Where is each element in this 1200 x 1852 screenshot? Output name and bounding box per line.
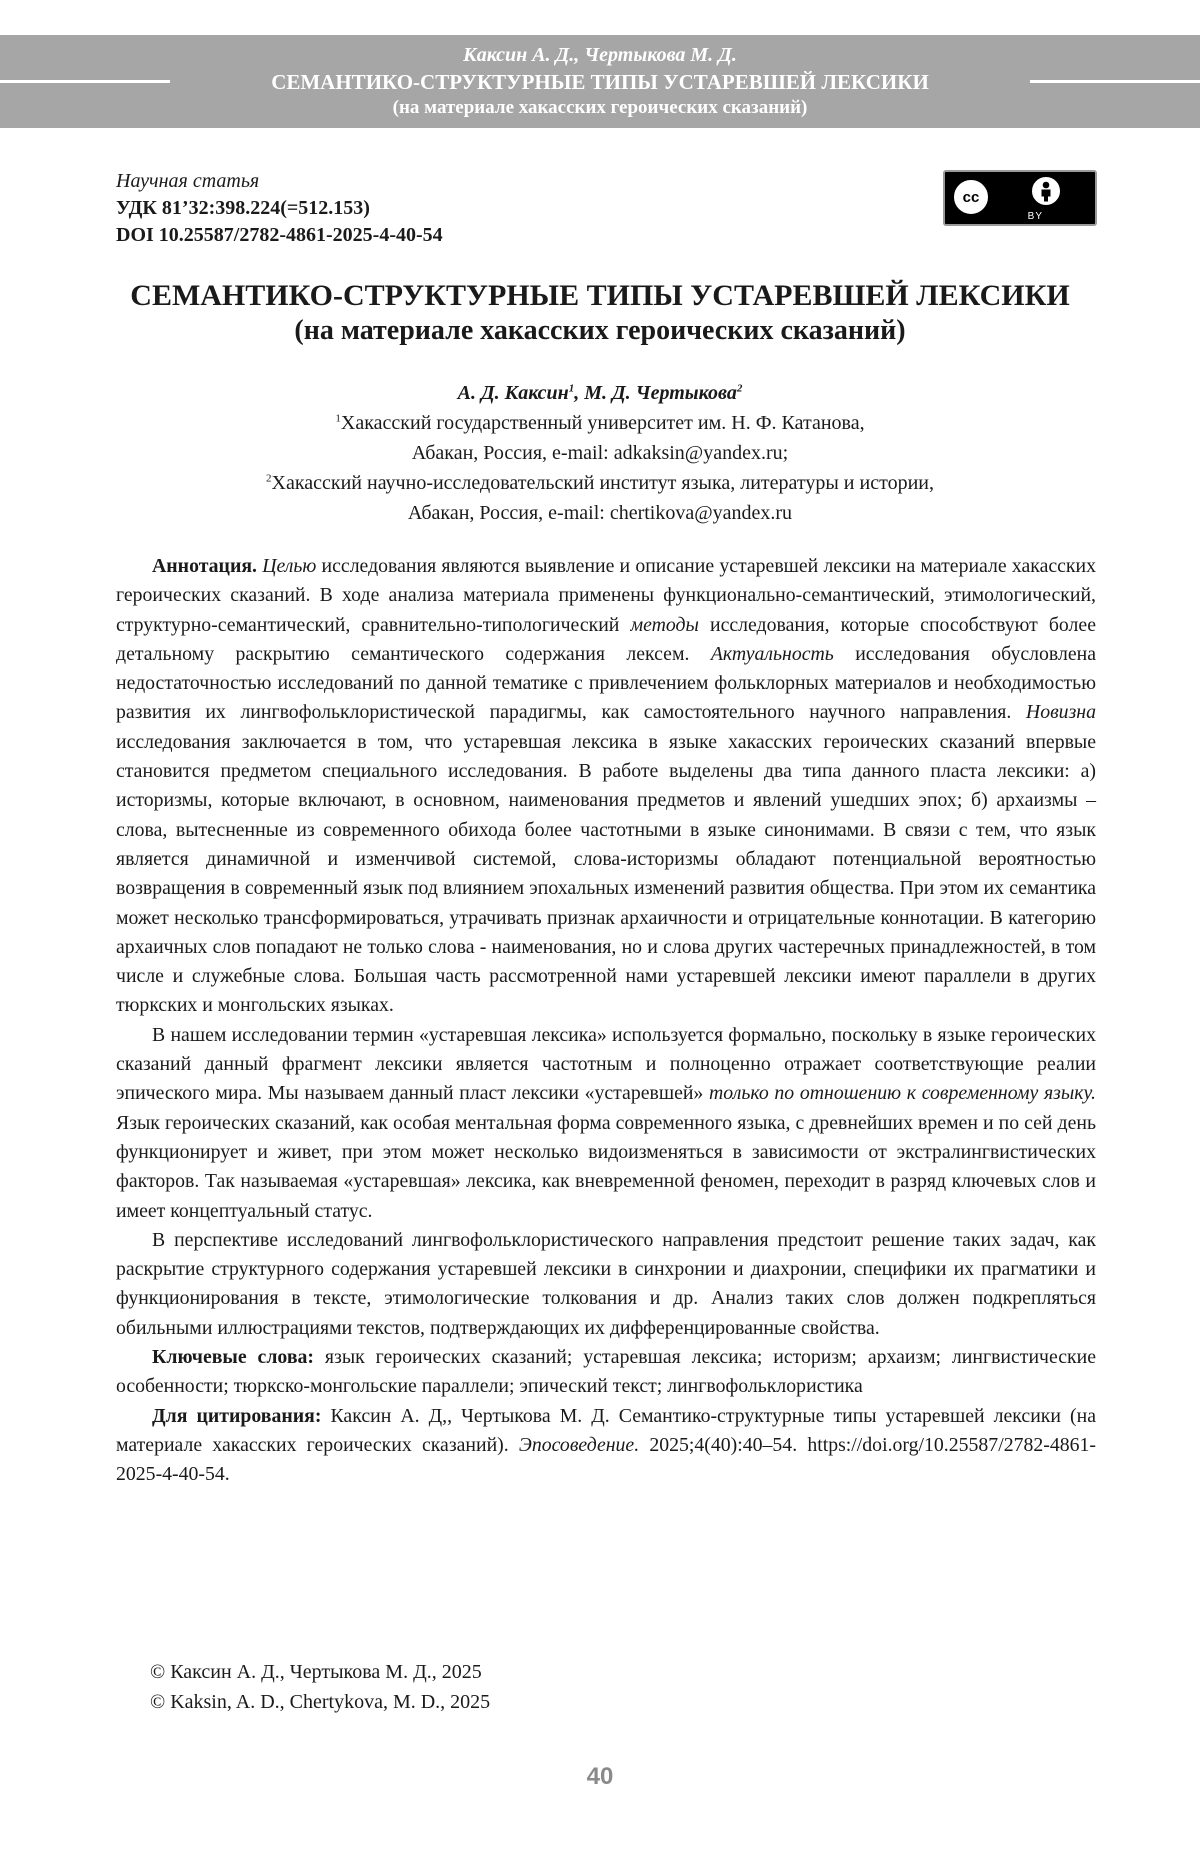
affiliation-1-sup: 1	[335, 412, 341, 425]
copyright-block	[150, 1657, 490, 1717]
abstract-paragraph-2: В нашем исследовании термин «устаревшая лексика» используется формально, поскольку в языке героических сказаний данный фрагмент лексики является частотным и полноценно отражает соответствующие реалии эпического мира. Мы называем данный пласт лексики «устаревшей» только по отношению к современному языку. Язык героических сказаний, как особая ментальная форма современного языка, с древнейших времен и по сей день функционирует и живет, при этом может несколько видоизменяться в зависимости от экстралингвистических факторов. Так называемая «устаревшая» лексика, как вневременной феномен, переходит в разряд ключевых слов и имеет концептуальный статус.	[116, 1023, 1096, 1222]
abstract-paragraph-3: В перспективе исследований лингвофольклористического направления предстоит решение таких задач, как раскрытие структурного содержания устаревшей лексики в синхронии и диахронии, специфики их прагматики и функционирования в тексте, этимологические толкования и др. Анализ таких слов должен подкрепляться обильными иллюстрациями текстов, подтверждающих их дифференцированные свойства.	[116, 1228, 1096, 1339]
by-label: BY	[1027, 211, 1043, 222]
article-type: Научная статья	[116, 170, 260, 192]
keywords-label: Ключевые слова:	[152, 1346, 314, 1369]
author-block	[0, 378, 1200, 528]
running-header-subtitle: (на материале хакасских героических сказаний)	[392, 97, 808, 118]
article-meta	[116, 168, 443, 249]
cc-icon: cc	[951, 177, 991, 217]
running-header-authors: Каксин А. Д., Чертыкова М. Д.	[463, 44, 737, 66]
keywords-text: язык героических сказаний; устаревшая лексика; историзм; архаизм; лингвистические особенности; тюркско-монгольские параллели; эпический текст; лингвофольклористика	[116, 1346, 1097, 1398]
udk-code: УДК 81’32:398.224(=512.153)	[116, 197, 370, 219]
abstract-label: Аннотация.	[152, 555, 258, 577]
citation-journal: Эпосоведение.	[518, 1433, 640, 1456]
keywords	[116, 1343, 1096, 1402]
author-names	[0, 378, 1200, 408]
affiliation-2-line-1: $^2$Хакасский научно-исследовательский институт языка, литературы и истории,	[266, 472, 934, 494]
citation: Для цитирования: Каксин А. Д,, Чертыкова М. Д. Семантико-структурные типы устаревшей лексики (на материале хакасских героических сказаний). Эпосоведение. 2025;4(40):40–54. https://doi.org/10.25587/2782-4861-2025-4-40-54.	[116, 1404, 1096, 1486]
running-header-band	[0, 35, 1200, 128]
attribution-person-icon	[1029, 174, 1063, 208]
copyright-en: © Kaksin, A. D., Chertykova, M. D., 2025	[150, 1691, 491, 1713]
copyright-ru: © Каксин А. Д., Чертыкова М. Д., 2025	[150, 1661, 482, 1683]
running-header-title: СЕМАНТИКО-СТРУКТУРНЫЕ ТИПЫ УСТАРЕВШЕЙ ЛЕКСИКИ	[271, 70, 929, 94]
citation-doi-link[interactable]: 2025;4(40):40–54. https://doi.org/10.25587/2782-4861-2025-4-40-54.	[116, 1433, 1096, 1486]
abstract-paragraph-1: Аннотация. Целью исследования являются выявление и описание устаревшей лексики на материале хакасских героических сказаний. В ходе анализа материала применены функционально-семантический, этимологический, структурно-семантический, сравнительно-типологический методы исследования, которые способствуют более детальному раскрытию семантического содержания лексем. Актуальность исследования обусловлена недостаточностью исследований по данной тематике с привлечением фольклорных материалов и необходимостью развития их лингвофольклористической парадигмы, как самостоятельного научного направления. Новизна исследования заключается в том, что устаревшая лексика в языке хакасских героических сказаний впервые становится предметом специального исследования. В работе выделены два типа данного пласта лексики: а) историзмы, которые включают, в основном, наименования предметов и явлений ушедших эпох; б) архаизмы – слова, вытесненные из современного обихода более частотными в языке синонимами. В связи с тем, что язык является динамичной и изменчивой системой, слова-историзмы обладают потенциальной вероятностью возвращения в современный язык под влиянием эпохальных изменений развития общества. При этом их семантика может несколько трансформироваться, утрачивать признак архаичности и отрицательные коннотации. В категорию архаичных слов попадают не только слова - наименования, но и слова других частеречных принадлежностей, в том числе и служебные слова. Большая часть рассмотренной нами устаревшей лексики имеют параллели в других тюркских и монгольских языках.	[116, 555, 1096, 1017]
article-title	[0, 278, 1200, 348]
author-separator: ,	[574, 382, 585, 404]
author-2-sup: 2	[736, 382, 743, 395]
affiliation-1-line-2: Абакан, Россия, e-mail: adkaksin@yandex.ru;	[411, 442, 789, 464]
affiliation-2-sup: 2	[266, 472, 272, 485]
affiliation-1-line-1: $^1$Хакасский государственный университет им. Н. Ф. Катанова,	[335, 412, 865, 434]
title-main: СЕМАНТИКО-СТРУКТУРНЫЕ ТИПЫ УСТАРЕВШЕЙ ЛЕКСИКИ	[130, 279, 1070, 312]
affiliation-2-line-2: Абакан, Россия, e-mail: chertikova@yandex.ru	[407, 502, 793, 524]
article-abstract	[116, 552, 1096, 1490]
author-2: М. Д. Чертыкова	[584, 382, 737, 404]
title-subtitle: (на материале хакасских героических сказаний)	[294, 315, 906, 346]
citation-label: Для цитирования:	[152, 1404, 322, 1427]
doi: DOI 10.25587/2782-4861-2025-4-40-54	[116, 224, 443, 246]
author-1: А. Д. Каксин	[457, 382, 569, 404]
cc-by-license-badge[interactable]	[943, 170, 1097, 226]
page-number: 40	[586, 1763, 614, 1790]
author-1-sup: 1	[568, 382, 575, 395]
